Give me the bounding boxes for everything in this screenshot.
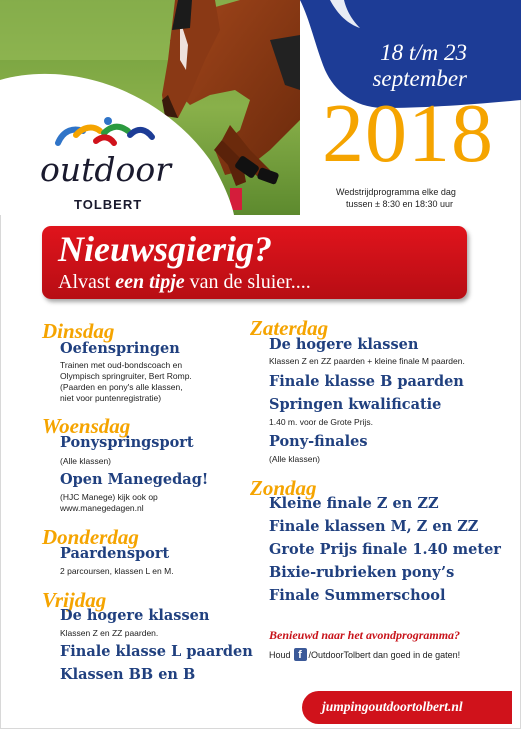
note-dinsdag-1: Trainen met oud-bondscoach en (60, 360, 183, 370)
event-paardensport: Paardensport (60, 545, 170, 562)
houd-text: Houd (269, 649, 291, 660)
day-heading-vrijdag: Vrijdag (42, 588, 107, 612)
note-zaterdag-3: 1.40 m. voor de Grote Prijs. (269, 417, 373, 427)
note-dinsdag-2: Olympisch springruiter, Bert Romp. (60, 371, 192, 381)
note-woensdag-3: www.manegedagen.nl (60, 503, 144, 513)
event-pony-finales: Pony-finales (269, 433, 368, 450)
event-bixie-rubrieken: Bixie-rubrieken pony’s (269, 564, 455, 581)
day-heading-dinsdag: Dinsdag (42, 319, 115, 343)
note-zaterdag-4: (Alle klassen) (269, 454, 321, 464)
subtitle-start: Alvast (58, 271, 116, 293)
date-line-1: 18 t/m 23 (380, 40, 467, 65)
subtitle-emphasis: een tipje (115, 271, 185, 293)
event-oefenspringen: Oefenspringen (60, 340, 180, 357)
event-grote-prijs-finale: Grote Prijs finale 1.40 meter (269, 541, 501, 558)
note-dinsdag-3: (Paarden en pony's alle klassen, (60, 382, 183, 392)
logo-wordmark: outdoor (40, 150, 172, 189)
day-heading-donderdag: Donderdag (42, 525, 139, 549)
note-zaterdag-1: Klassen Z en ZZ paarden + kleine finale M paarden. (269, 356, 465, 366)
website-link[interactable]: jumpingoutdoortolbert.nl (322, 699, 463, 714)
event-klassen-bb-b: Klassen BB en B (60, 666, 196, 683)
event-finale-klasse-l: Finale klasse L paarden (60, 643, 253, 660)
date-line-2: september (372, 66, 467, 91)
headline-subtitle (58, 271, 311, 294)
note-donderdag-1: 2 parcoursen, klassen L en M. (60, 566, 174, 576)
schedule-line-1: Wedstrijdprogramma elke dag (336, 187, 456, 197)
event-finale-summerschool: Finale Summerschool (269, 587, 446, 604)
event-springen-kwalificatie: Springen kwalificatie (269, 396, 442, 413)
note-woensdag-2: (HJC Manege) kijk ook op (60, 492, 158, 502)
schedule-note (336, 186, 456, 210)
event-finale-klasse-b: Finale klasse B paarden (269, 373, 464, 390)
year-heading: 2018 (322, 87, 494, 180)
event-kleine-finale: Kleine finale Z en ZZ (269, 495, 439, 512)
facebook-line (269, 648, 460, 661)
logo-subtitle: TOLBERT (74, 197, 143, 212)
day-heading-zondag: Zondag (250, 476, 317, 500)
event-open-manegedag: Open Manegedag! (60, 471, 209, 488)
schedule-line-2: tussen ± 8:30 en 18:30 uur (346, 199, 454, 209)
subtitle-end: van de sluier.... (184, 271, 311, 293)
event-zaterdag-hogere-klassen: De hogere klassen (269, 336, 419, 353)
event-finale-klassen-m-z-zz: Finale klassen M, Z en ZZ (269, 518, 479, 535)
note-dinsdag-4: niet voor puntenregistratie) (60, 393, 162, 403)
note-vrijdag-1: Klassen Z en ZZ paarden. (60, 628, 159, 638)
event-vrijdag-hogere-klassen: De hogere klassen (60, 607, 210, 624)
facebook-icon[interactable]: f (294, 648, 307, 661)
headline-title: Nieuwsgierig? (58, 229, 273, 269)
day-heading-zaterdag: Zaterdag (250, 316, 329, 340)
note-woensdag-1: (Alle klassen) (60, 456, 112, 466)
day-heading-woensdag: Woensdag (42, 414, 131, 438)
facebook-page-text[interactable]: /OutdoorTolbert dan goed in de gaten! (308, 649, 461, 660)
event-ponyspringsport: Ponyspringsport (60, 434, 194, 451)
evening-program-question: Benieuwd naar het avondprogramma? (269, 628, 461, 642)
